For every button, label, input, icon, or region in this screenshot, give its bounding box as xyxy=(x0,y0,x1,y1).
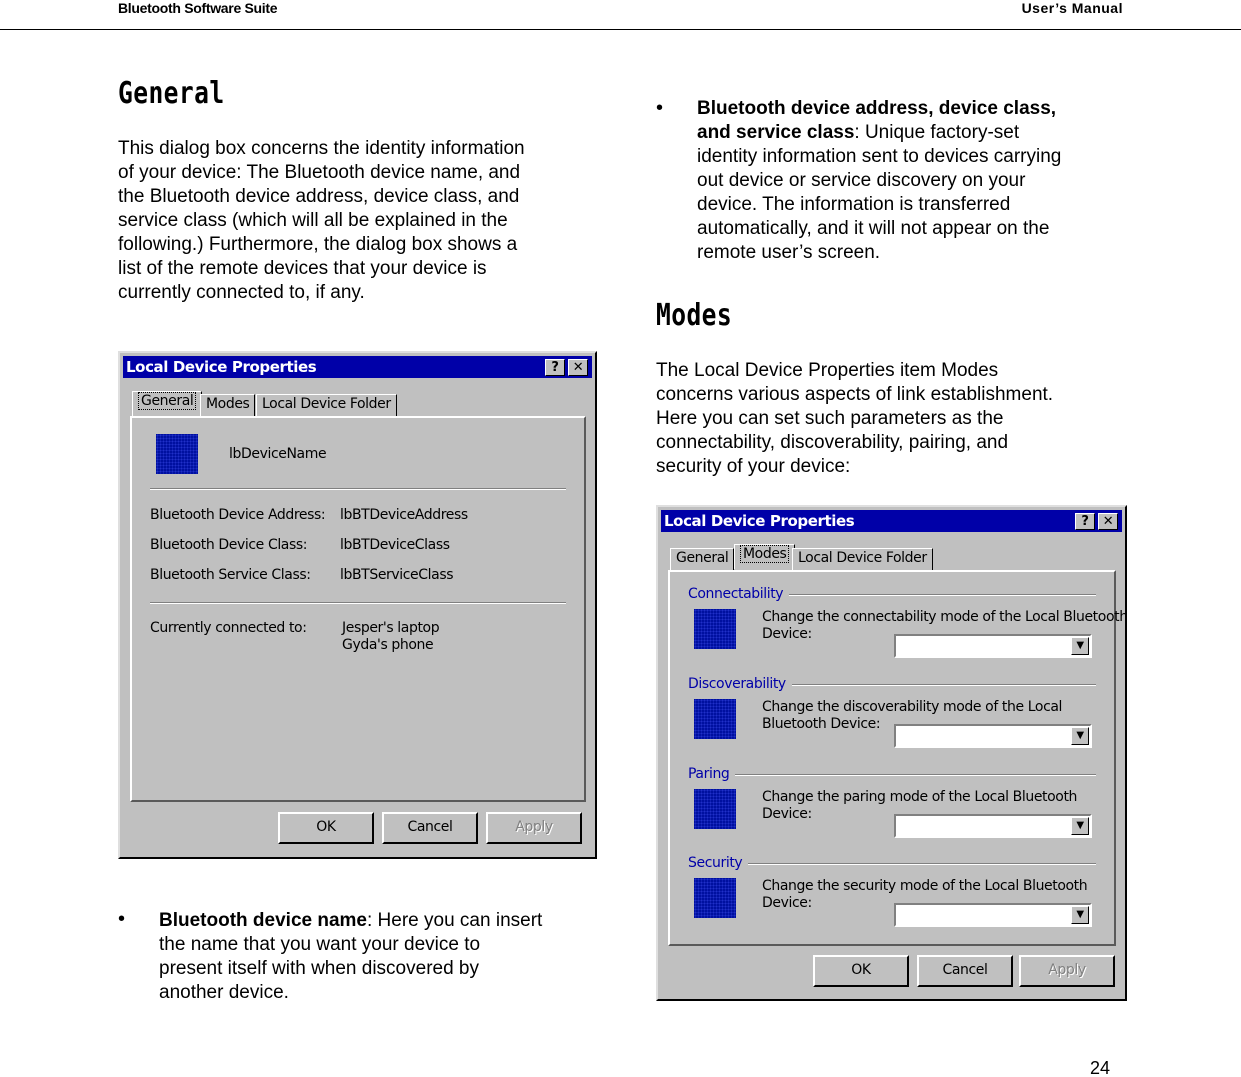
header-rule xyxy=(0,29,1241,30)
service-class-value: lbBTServiceClass xyxy=(340,567,454,583)
paring-select[interactable] xyxy=(894,814,1092,838)
tab-panel xyxy=(130,416,586,802)
connected-label: Currently connected to: xyxy=(150,620,307,636)
connectability-desc: Device: xyxy=(762,626,812,642)
security-desc: Device: xyxy=(762,895,812,911)
service-class-label: Bluetooth Service Class: xyxy=(150,567,311,583)
paring-desc: Device: xyxy=(762,806,812,822)
bullet-glyph: • xyxy=(656,97,664,119)
tab-local-device-folder[interactable]: Local Device Folder xyxy=(256,394,397,416)
paring-icon xyxy=(694,789,736,829)
bullet-glyph: • xyxy=(118,908,126,930)
separator xyxy=(150,602,566,604)
address-term-1: Bluetooth device address, device class, xyxy=(697,98,1057,119)
connected-device: Gyda's phone xyxy=(342,637,434,653)
group-discoverability: Discoverability xyxy=(688,676,792,692)
close-icon[interactable]: ✕ xyxy=(1098,513,1118,530)
device-name-bullet: Bluetooth device name: Here you can insert the name that you want your device to present itself with when discovered by another device. xyxy=(159,910,543,1003)
running-header-title: Bluetooth Software Suite xyxy=(118,0,278,16)
security-select[interactable] xyxy=(894,903,1092,927)
discoverability-desc: Bluetooth Device: xyxy=(762,716,881,732)
modes-heading: Modes xyxy=(656,298,733,333)
dialog-title: Local Device Properties xyxy=(664,512,855,530)
group-rule xyxy=(688,774,1096,776)
tab-general[interactable]: General xyxy=(132,391,202,416)
device-address-value: lbBTDeviceAddress xyxy=(340,507,468,523)
device-class-label: Bluetooth Device Class: xyxy=(150,537,308,553)
discoverability-select[interactable] xyxy=(894,724,1092,748)
device-class-value: lbBTDeviceClass xyxy=(340,537,450,553)
ok-button[interactable]: OK xyxy=(278,812,374,844)
paring-desc: Change the paring mode of the Local Bluetooth xyxy=(762,789,1078,805)
address-term-2: and service class xyxy=(697,122,855,143)
chevron-down-icon[interactable]: ▼ xyxy=(1071,637,1089,655)
general-intro: This dialog box concerns the identity information of your device: The Bluetooth device name, and the Bluetooth device address, device class, and service class (which will all be explained in the following.) Furthermore, the dialog box shows a list of the remote devices that your device is currently connected to, if any. xyxy=(118,138,525,303)
apply-button[interactable]: Apply xyxy=(486,812,582,844)
connectability-desc: Change the connectability mode of the Local Bluetooth xyxy=(762,609,1128,625)
group-connectability: Connectability xyxy=(688,586,789,602)
tab-modes[interactable]: Modes xyxy=(200,394,255,416)
dialog-title: Local Device Properties xyxy=(126,358,317,376)
discoverability-icon xyxy=(694,699,736,739)
dialog-titlebar xyxy=(661,510,1122,532)
ok-button[interactable]: OK xyxy=(813,955,909,987)
help-icon[interactable]: ? xyxy=(1075,513,1095,530)
device-address-label: Bluetooth Device Address: xyxy=(150,507,326,523)
apply-button[interactable]: Apply xyxy=(1019,955,1115,987)
security-icon xyxy=(694,878,736,918)
device-name-term: Bluetooth device name xyxy=(159,910,367,931)
device-name-value: lbDeviceName xyxy=(229,446,327,462)
modes-intro: The Local Device Properties item Modes concerns various aspects of link establishment. Here you can set such parameters as the connectability, discoverability, pairing, and security of your device: xyxy=(656,360,1054,477)
connected-device: Jesper's laptop xyxy=(342,620,440,636)
page-number: 24 xyxy=(1090,1058,1111,1077)
connectability-icon xyxy=(694,609,736,649)
tab-local-device-folder[interactable]: Local Device Folder xyxy=(792,548,933,570)
group-security: Security xyxy=(688,855,748,871)
tab-panel xyxy=(668,570,1128,946)
help-icon[interactable]: ? xyxy=(545,359,565,376)
tab-modes[interactable]: Modes xyxy=(734,544,795,569)
address-bullet: Bluetooth device address, device class, and service class: Unique factory-set identity information sent to devices carrying out device or service discovery on your device. The information is transferred automatically, and it will not appear on the remote user’s screen. xyxy=(697,98,1062,263)
security-desc: Change the security mode of the Local Bluetooth xyxy=(762,878,1088,894)
discoverability-desc: Change the discoverability mode of the Local xyxy=(762,699,1063,715)
chevron-down-icon[interactable]: ▼ xyxy=(1071,817,1089,835)
cancel-button[interactable]: Cancel xyxy=(917,955,1013,987)
bluetooth-device-icon xyxy=(156,434,198,474)
tab-general[interactable]: General xyxy=(670,548,734,570)
cancel-button[interactable]: Cancel xyxy=(382,812,478,844)
running-header-manual: User’s Manual xyxy=(1021,0,1123,16)
general-heading: General xyxy=(118,76,225,111)
dialog-titlebar xyxy=(123,356,592,378)
group-paring: Paring xyxy=(688,766,735,782)
chevron-down-icon[interactable]: ▼ xyxy=(1071,727,1089,745)
group-rule xyxy=(688,863,1096,865)
separator xyxy=(150,488,566,490)
chevron-down-icon[interactable]: ▼ xyxy=(1071,906,1089,924)
connectability-select[interactable] xyxy=(894,634,1092,658)
modes-dialog-screenshot xyxy=(656,505,1127,1001)
close-icon[interactable]: ✕ xyxy=(568,359,588,376)
general-dialog-screenshot xyxy=(118,351,597,859)
